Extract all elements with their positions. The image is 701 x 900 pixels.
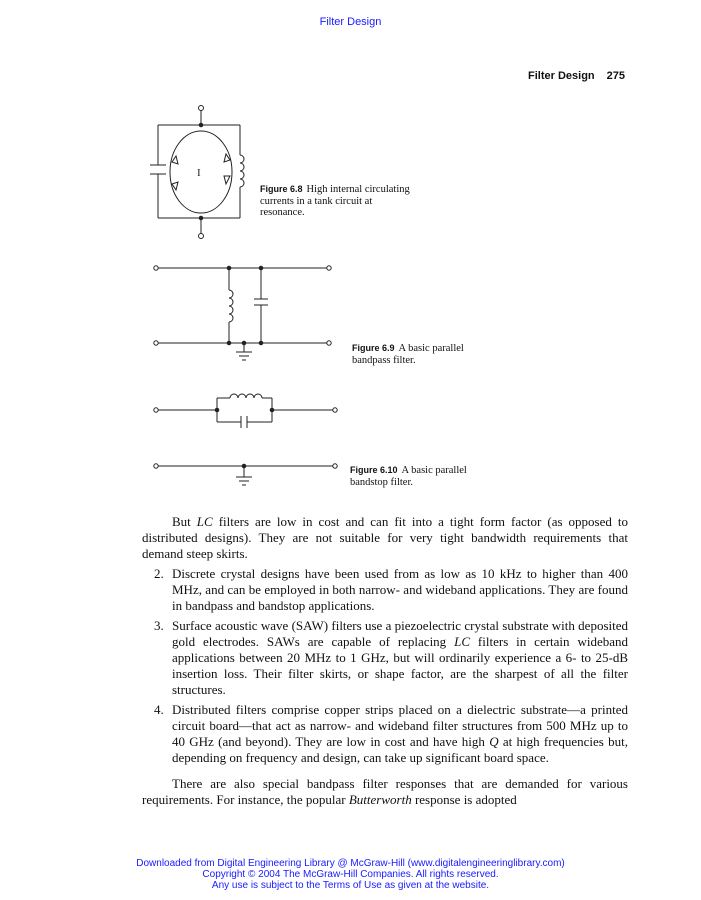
list-number: 3. (154, 618, 164, 633)
figure-6-8-diagram (150, 106, 244, 239)
figure-6-10-diagram (154, 394, 337, 485)
top-link[interactable]: Filter Design (319, 16, 382, 28)
page-number: 275 (606, 70, 625, 82)
figure-6-9-label: Figure 6.9 (352, 343, 395, 353)
footer-terms-link[interactable]: Any use is subject to the Terms of Use as given at the website. (211, 880, 490, 891)
figure-6-8-caption (260, 184, 410, 219)
closing-paragraph: There are also special bandpass filter responses that are demanded for various requirements. For instance, the popular Butterworth response is adopted (142, 776, 628, 807)
running-title: Filter Design (528, 70, 595, 82)
list-item: 2. Discrete crystal designs have been used from as low as 10 kHz to higher than 400 MHz, and can be employed in both narrow- and wideband applications. They are found in bandpass and bandstop applications. (154, 566, 628, 613)
filter-type-list (142, 566, 628, 766)
list-number: 4. (154, 702, 164, 717)
figure-6-8-text: High internal circulating currents in a tank circuit at resonance. (260, 184, 410, 218)
list-number: 2. (154, 566, 164, 581)
figure-6-9-caption (352, 343, 492, 366)
figure-6-9-text: A basic parallel bandpass filter. (352, 343, 464, 366)
current-symbol: I (197, 167, 201, 179)
list-item: 3. Surface acoustic wave (SAW) filters use a piezoelectric crystal substrate with deposited gold electrodes. SAWs are capable of replacing LC filters in certain wideband applications between 20 MHz to 1 GHz, but will ordinarily experience a 6- to 25-dB insertion loss. Their filter skirts, or shape factor, are the sharpest of all the filter structures. (154, 618, 629, 697)
footer-download-link[interactable]: Downloaded from Digital Engineering Library @ McGraw-Hill (www.digitalengineeringlibrary.com) (136, 858, 565, 869)
intro-paragraph: But LC filters are low in cost and can fit into a tight form factor (as opposed to distributed designs). They are not suitable for very tight bandwidth requirements that demand steep skirts. (142, 514, 628, 561)
figure-6-10-label: Figure 6.10 (350, 465, 398, 475)
footer-copyright: Copyright © 2004 The McGraw-Hill Companies. All rights reserved. (202, 869, 499, 880)
footer (0, 858, 701, 891)
figure-6-10-text: A basic parallel bandstop filter. (350, 465, 467, 488)
figure-6-8-label: Figure 6.8 (260, 184, 303, 194)
figure-6-9-diagram (154, 266, 331, 360)
figure-6-10-caption (350, 465, 495, 488)
body-text (142, 514, 628, 808)
list-item: 4. Distributed filters comprise copper strips placed on a dielectric substrate—a printed circuit board—that act as narrow- and wideband filter structures from 500 MHz up to 40 GHz (and beyond). They are low in cost and have high Q at high frequencies but, depending on frequency and design, can take up significant board space. (154, 702, 628, 765)
